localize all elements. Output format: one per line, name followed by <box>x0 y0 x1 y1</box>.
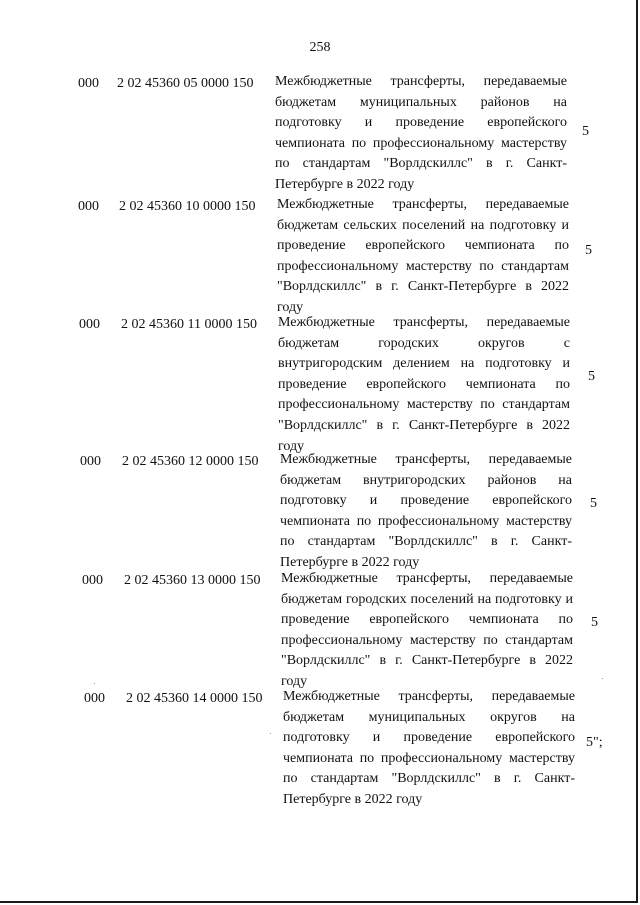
budget-classification-code: 2 02 45360 12 0000 150 <box>122 454 259 469</box>
admin-code: 000 <box>79 317 100 332</box>
row-amount: 5 <box>591 615 598 630</box>
admin-code: 000 <box>78 76 99 91</box>
budget-classification-code: 2 02 45360 10 0000 150 <box>119 199 256 214</box>
scan-speck <box>602 678 603 679</box>
row-description: Межбюджетные трансферты, передаваемые бюджетам сельских поселений на подготовку и проведение европейского чемпионата по профессиональному мастерству по стандартам "Ворлдскиллс" в г. Санкт-Петербурге в 2022 году <box>277 197 569 315</box>
row-amount: 5 <box>588 369 595 384</box>
row-description: Межбюджетные трансферты, передаваемые бюджетам городских округов с внутригородским делением на подготовку и проведение европейского чемпионата по профессиональному мастерству по стандартам "Ворлдскиллс" в г. Санкт-Петербурге в 2022 году <box>278 315 570 454</box>
admin-code: 000 <box>82 573 103 588</box>
scan-speck <box>270 733 271 734</box>
budget-classification-code: 2 02 45360 14 0000 150 <box>126 691 263 706</box>
budget-classification-code: 2 02 45360 11 0000 150 <box>121 317 257 332</box>
row-amount: 5"; <box>586 735 603 750</box>
admin-code: 000 <box>80 454 101 469</box>
row-amount: 5 <box>590 496 597 511</box>
row-description: Межбюджетные трансферты, передаваемые бюджетам городских поселений на подготовку и проведение европейского чемпионата по профессиональному мастерству по стандартам "Ворлдскиллс" в г. Санкт-Петербурге в 2022 году <box>281 571 573 689</box>
row-amount: 5 <box>582 124 589 139</box>
budget-classification-code: 2 02 45360 05 0000 150 <box>117 76 254 91</box>
row-description: Межбюджетные трансферты, передаваемые бюджетам внутригородских районов на подготовку и проведение европейского чемпионата по профессиональному мастерству по стандартам "Ворлдскиллс" в г. Санкт-Петербурге в 2022 году <box>280 452 572 570</box>
admin-code: 000 <box>84 691 105 706</box>
row-amount: 5 <box>585 243 592 258</box>
admin-code: 000 <box>78 199 99 214</box>
budget-classification-code: 2 02 45360 13 0000 150 <box>124 573 261 588</box>
page-number: 258 <box>309 40 331 55</box>
scan-speck <box>94 683 95 684</box>
row-description: Межбюджетные трансферты, передаваемые бюджетам муниципальных округов на подготовку и проведение европейского чемпионата по профессиональному мастерству по стандартам "Ворлдскиллс" в г. Санкт-Петербурге в 2022 году <box>283 689 575 807</box>
row-description: Межбюджетные трансферты, передаваемые бюджетам муниципальных районов на подготовку и проведение европейского чемпионата по профессиональному мастерству по стандартам "Ворлдскиллс" в г. Санкт-Петербурге в 2022 году <box>275 74 567 192</box>
